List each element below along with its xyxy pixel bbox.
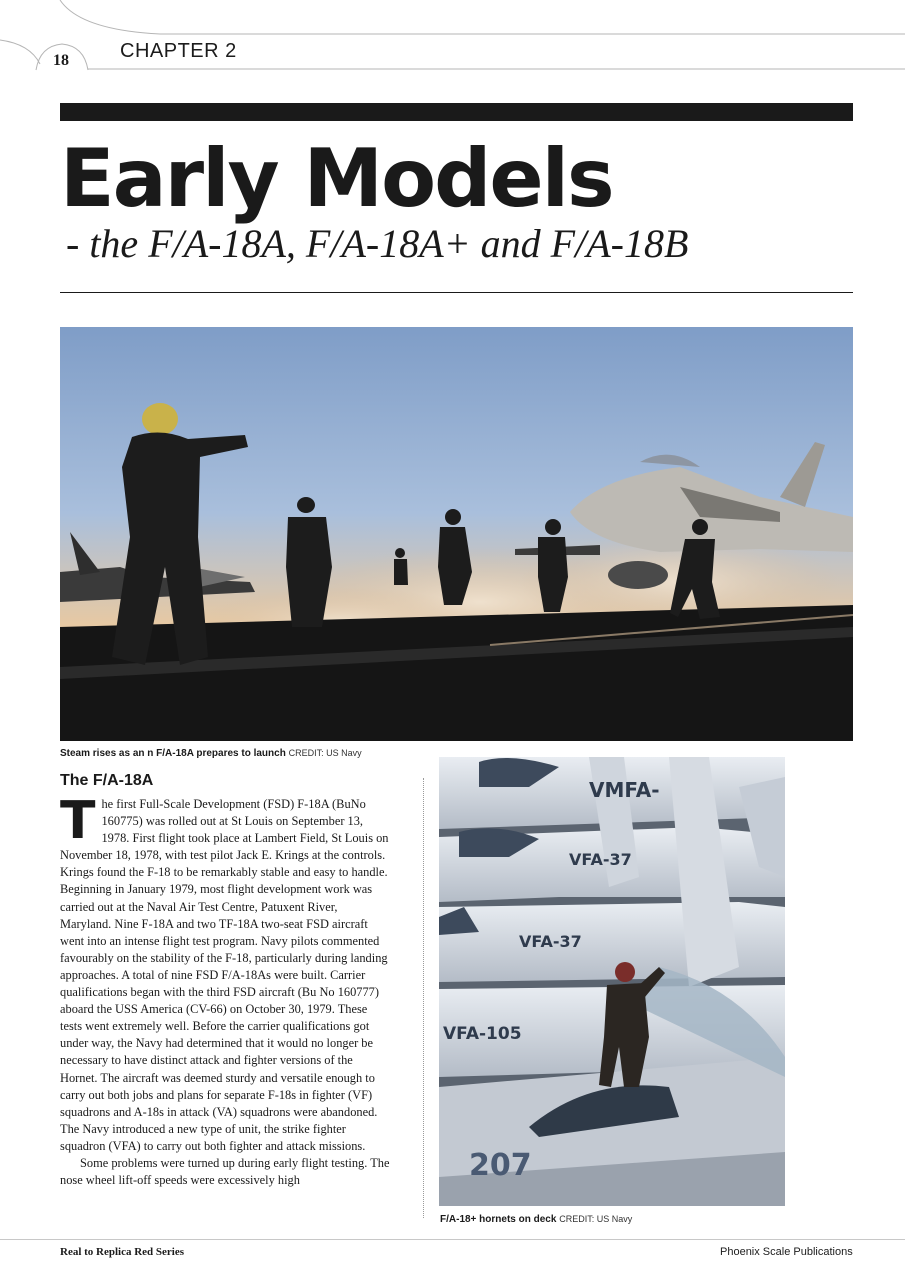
drop-cap: T [60,791,96,851]
side-photo-credit: CREDIT: US Navy [559,1214,633,1224]
body-paragraph [60,791,391,1155]
chapter-label: CHAPTER 2 [120,40,237,62]
paragraph-1: he first Full-Scale Development (FSD) F-18A (BuNo 160775) was rolled out at St Louis on September 13, 1978. First flight took place at Lambert Field, St Louis on November 18, 1978, with test pilot Jack E. Krings at the controls. Krings found the F-18 to be remarkably stable and easy to handle. Beginning in January 1979, most flight development work was carried out at the Naval Air Test Centre, Patuxent River, Maryland. Nine F-18A and two TF-18A two-seat FSD aircraft went into an intense flight test program. Navy pilots commented favourably on the stability of the F-18, particularly during landing approaches. A total of nine FSD F/A-18As were built. Carrier qualifications began with the third FSD aircraft (Bu No 160777) aboard the USS America (CV-66) on October 30, 1979. These tests went extremely well. Before the carrier qualifications got under way, the Navy had determined that it would no longer be necessary to have distinct attack and fighter versions of the Hornet. The aircraft was deemed sturdy and versatile enough to carry out both jobs and plans for separate F-18s in fighter (VF) squadrons and A-18s in attack (VA) squadrons were abandoned. The Navy introduced a new type of unit, the strike fighter squadron (VFA) to carry out both fighter and attack missions. [60,797,389,1153]
marking-vfa105: VFA-105 [443,1024,522,1044]
main-photo-caption [60,748,362,759]
marking-207: 207 [469,1148,532,1183]
footer-rule [0,1239,905,1240]
page-title: Early Models [60,132,613,225]
main-photo-caption-text: Steam rises as an n F/A-18A prepares to launch [60,748,286,759]
marking-vfa37-mid: VFA-37 [519,932,582,951]
marking-vfa37-top: VFA-37 [569,850,632,869]
title-rule [60,292,853,293]
section-heading: The F/A-18A [60,772,154,789]
footer-series: Real to Replica Red Series [60,1246,185,1258]
carrier-deck-photo [60,327,853,741]
page-subtitle: - the F/A-18A, F/A-18A+ and F/A-18B [66,221,689,266]
side-photo-caption-text: F/A-18+ hornets on deck [440,1214,557,1225]
hornets-on-deck-photo [439,757,785,1206]
marking-vmfa: VMFA- [589,778,660,802]
title-bar [60,103,853,121]
main-photo-credit: CREDIT: US Navy [288,748,362,758]
page-number: 18 [53,52,69,69]
column-divider [423,778,424,1218]
side-photo-caption [440,1214,632,1225]
paragraph-2: Some problems were turned up during early flight testing. The nose wheel lift-off speeds were excessively high [60,1155,390,1188]
footer-publisher: Phoenix Scale Publications [720,1246,853,1258]
body-text [60,791,391,1189]
